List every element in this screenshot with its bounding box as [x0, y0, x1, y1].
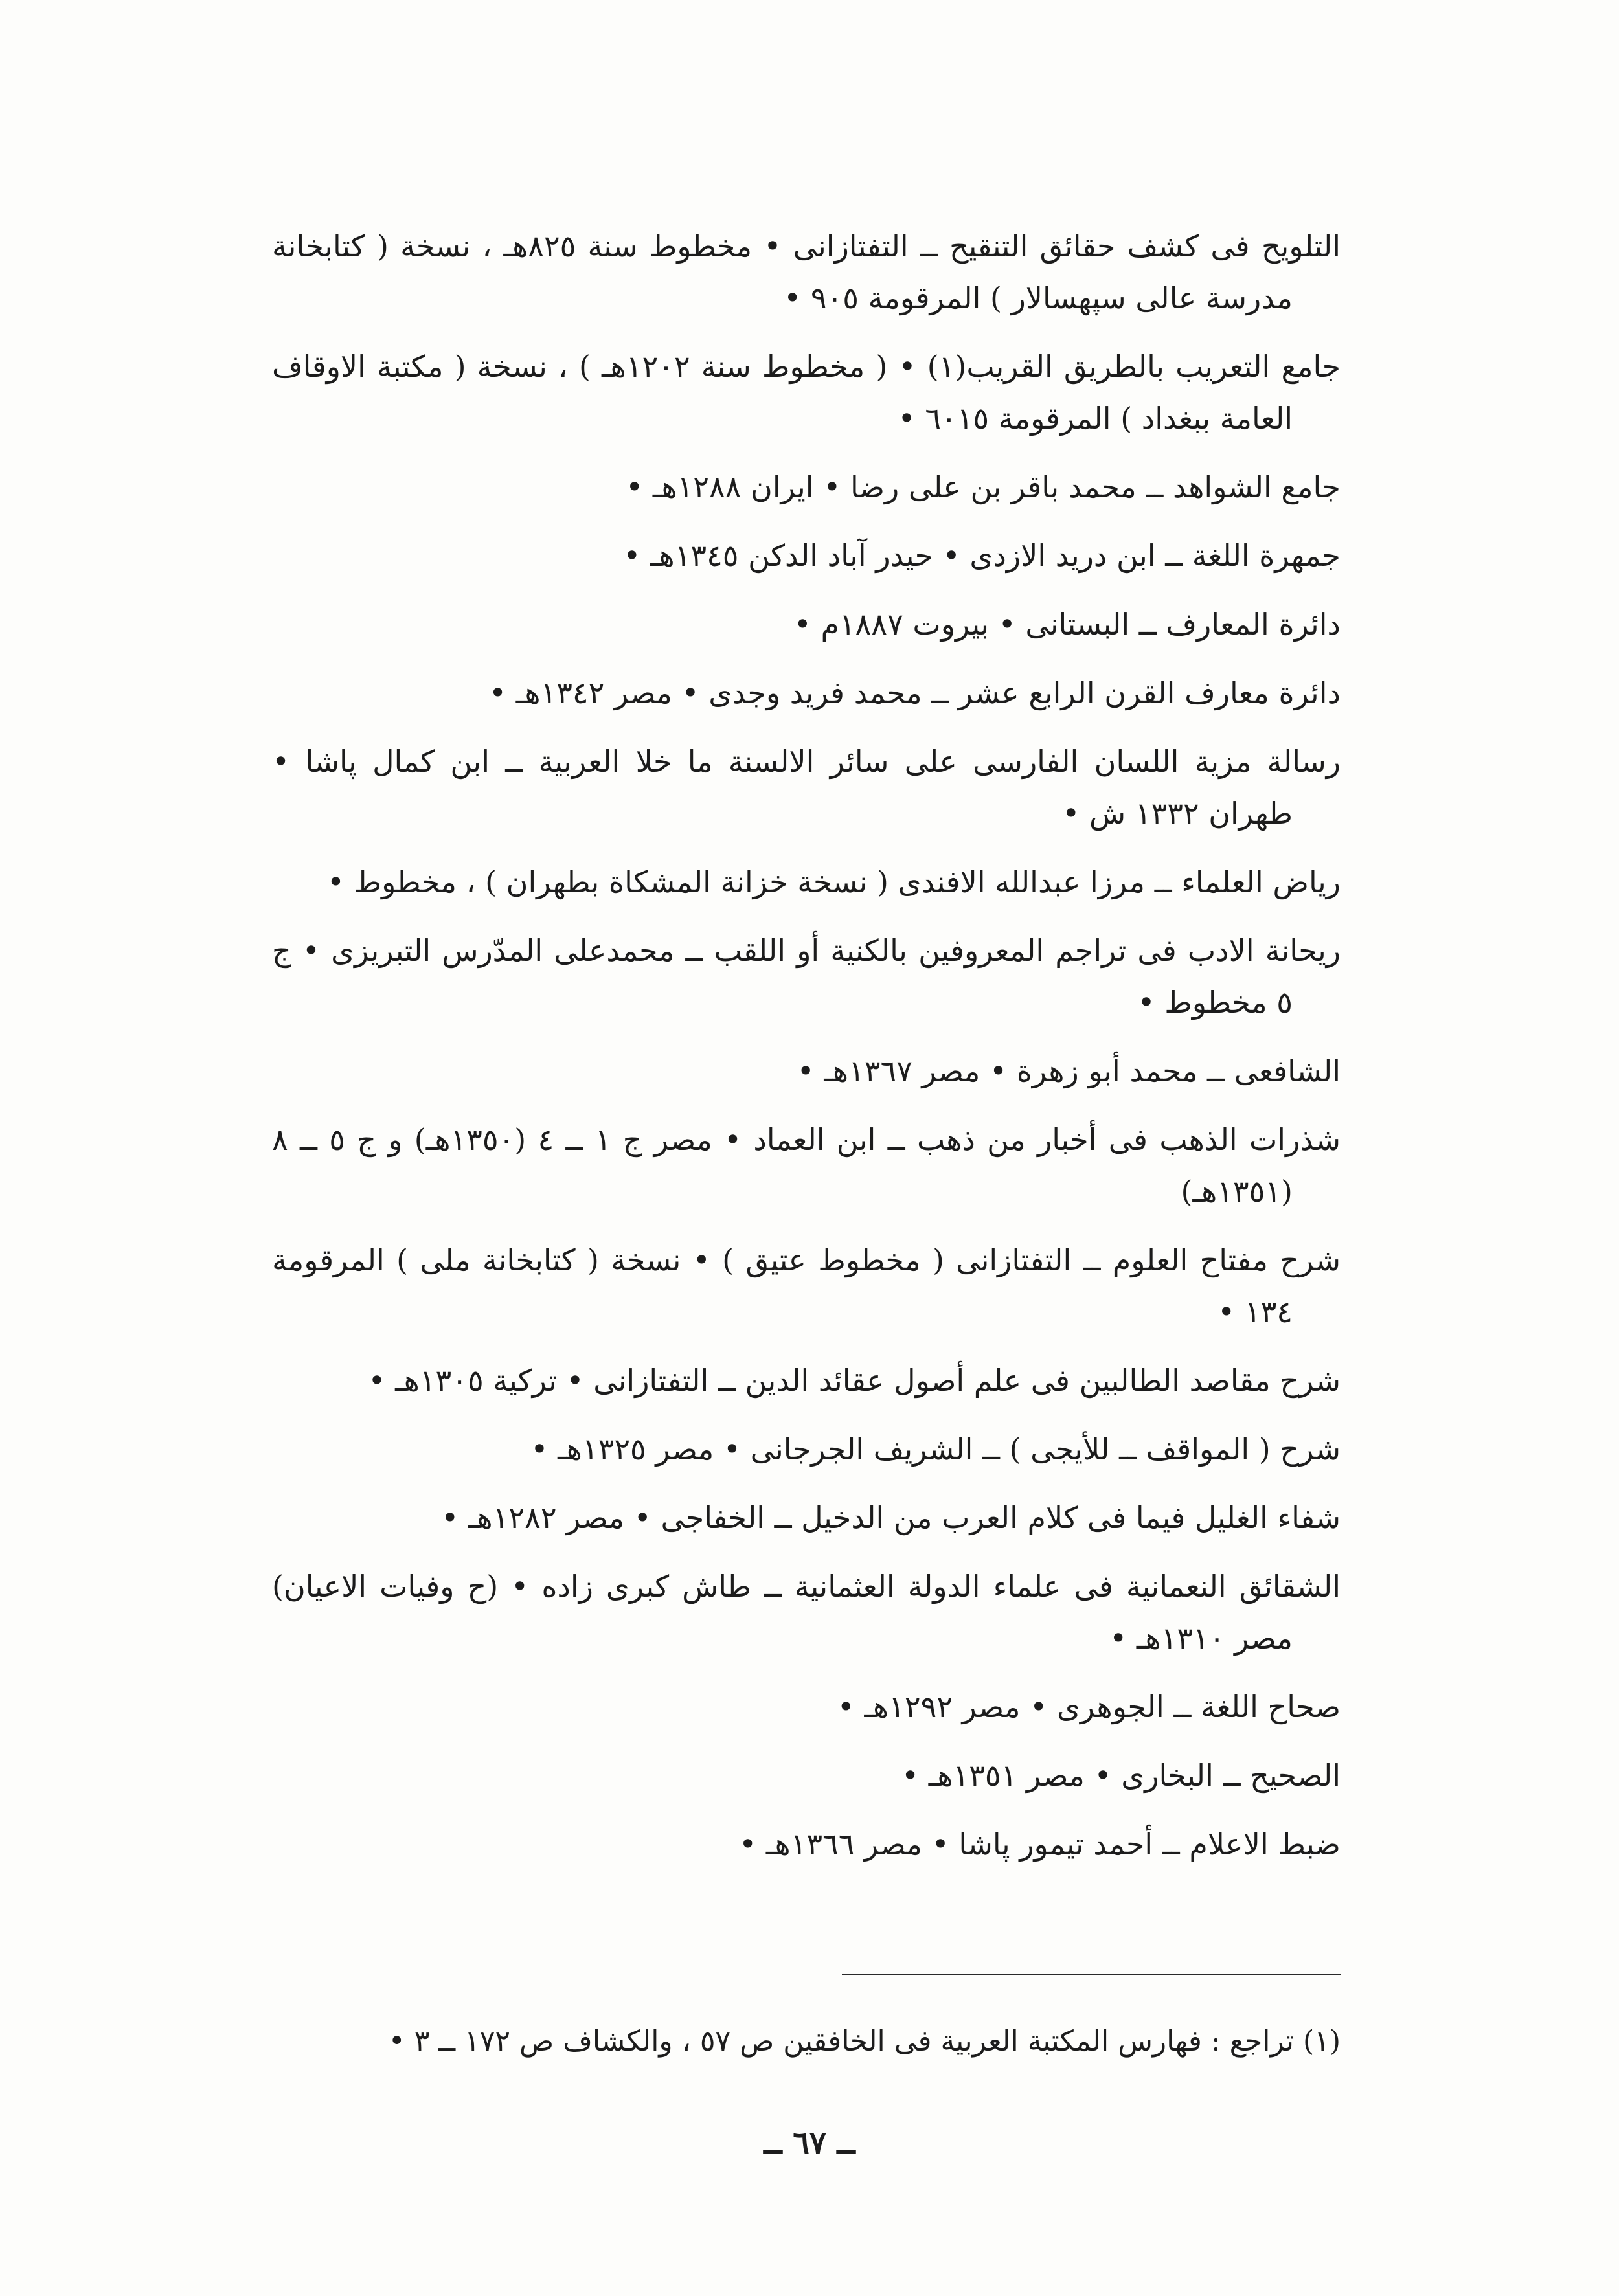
footnote: (١) تراجع : فهارس المكتبة العربية فى الخافقين ص ٥٧ ، والكشاف ص ١٧٢ ــ ٣ • [388, 2025, 1341, 2058]
bibliography-entry: التلويح فى كشف حقائق التنقيح ــ التفتازانى • مخطوط سنة ٨٢٥هـ ، نسخة ( كتابخانة مدرسة عالى سپهسالار ) المرقومة ٩٠٥ • [272, 229, 1341, 315]
bibliography-list [272, 220, 1341, 1887]
bibliography-entry: شرح ( المواقف ــ للأيجى ) ــ الشريف الجرجانى • مصر ١٣٢٥هـ • [530, 1432, 1341, 1467]
bibliography-entry: شرح مفتاح العلوم ــ التفتازانى ( مخطوط عتيق ) • نسخة ( كتابخانة ملى ) المرقومة ١٣٤ • [272, 1243, 1341, 1329]
bibliography-entry: ضبط الاعلام ــ أحمد تيمور پاشا • مصر ١٣٦٦هـ • [739, 1827, 1341, 1862]
bibliography-entry: صحاح اللغة ــ الجوهرى • مصر ١٢٩٢هـ • [837, 1689, 1341, 1724]
bibliography-entry: دائرة المعارف ــ البستانى • بيروت ١٨٨٧م • [793, 607, 1341, 642]
bibliography-entry: الصحيح ــ البخارى • مصر ١٣٥١هـ • [901, 1758, 1341, 1793]
bibliography-entry: دائرة معارف القرن الرابع عشر ــ محمد فريد وجدى • مصر ١٣٤٢هـ • [489, 675, 1341, 710]
bibliography-entry: الشقائق النعمانية فى علماء الدولة العثمانية ــ طاش كبرى زاده • (ح وفيات الاعيان) مصر ١٣١٠هـ • [272, 1569, 1341, 1656]
bibliography-entry: شذرات الذهب فى أخبار من ذهب ــ ابن العماد • مصر ج ١ ــ ٤ (١٣٥٠هـ) و ج ٥ ــ ٨ (١٣٥١هـ) [272, 1122, 1341, 1209]
bibliography-entry: رسالة مزية اللسان الفارسى على سائر الالسنة ما خلا العربية ــ ابن كمال پاشا • طهران ١٣٣٢ ش • [272, 744, 1341, 831]
page-number: ــ ٦٧ ــ [764, 2125, 855, 2161]
bibliography-entry: جمهرة اللغة ــ ابن دريد الازدى • حيدر آباد الدكن ١٣٤٥هـ • [623, 538, 1341, 573]
bibliography-entry: شرح مقاصد الطالبين فى علم أصول عقائد الدين ــ التفتازانى • تركية ١٣٠٥هـ • [368, 1363, 1341, 1398]
bibliography-entry: ريحانة الادب فى تراجم المعروفين بالكنية أو اللقب ــ محمدعلى المدّرس التبريزى • ج ٥ مخطوط • [272, 933, 1341, 1020]
bibliography-entry: جامع التعريب بالطريق القريب(١) • ( مخطوط سنة ١٢٠٢هـ ) ، نسخة ( مكتبة الاوقاف العامة ببغداد ) المرقومة ٦٠١٥ • [272, 349, 1341, 436]
footnote-divider [842, 1974, 1341, 1975]
bibliography-entry: رياض العلماء ــ مرزا عبدالله الافندى ( نسخة خزانة المشكاة بطهران ) ، مخطوط • [326, 864, 1341, 899]
bibliography-entry: الشافعى ــ محمد أبو زهرة • مصر ١٣٦٧هـ • [797, 1053, 1341, 1088]
bibliography-entry: جامع الشواهد ــ محمد باقر بن على رضا • ايران ١٢٨٨هـ • [626, 469, 1341, 504]
bibliography-entry: شفاء الغليل فيما فى كلام العرب من الدخيل ــ الخفاجى • مصر ١٢٨٢هـ • [441, 1500, 1341, 1535]
